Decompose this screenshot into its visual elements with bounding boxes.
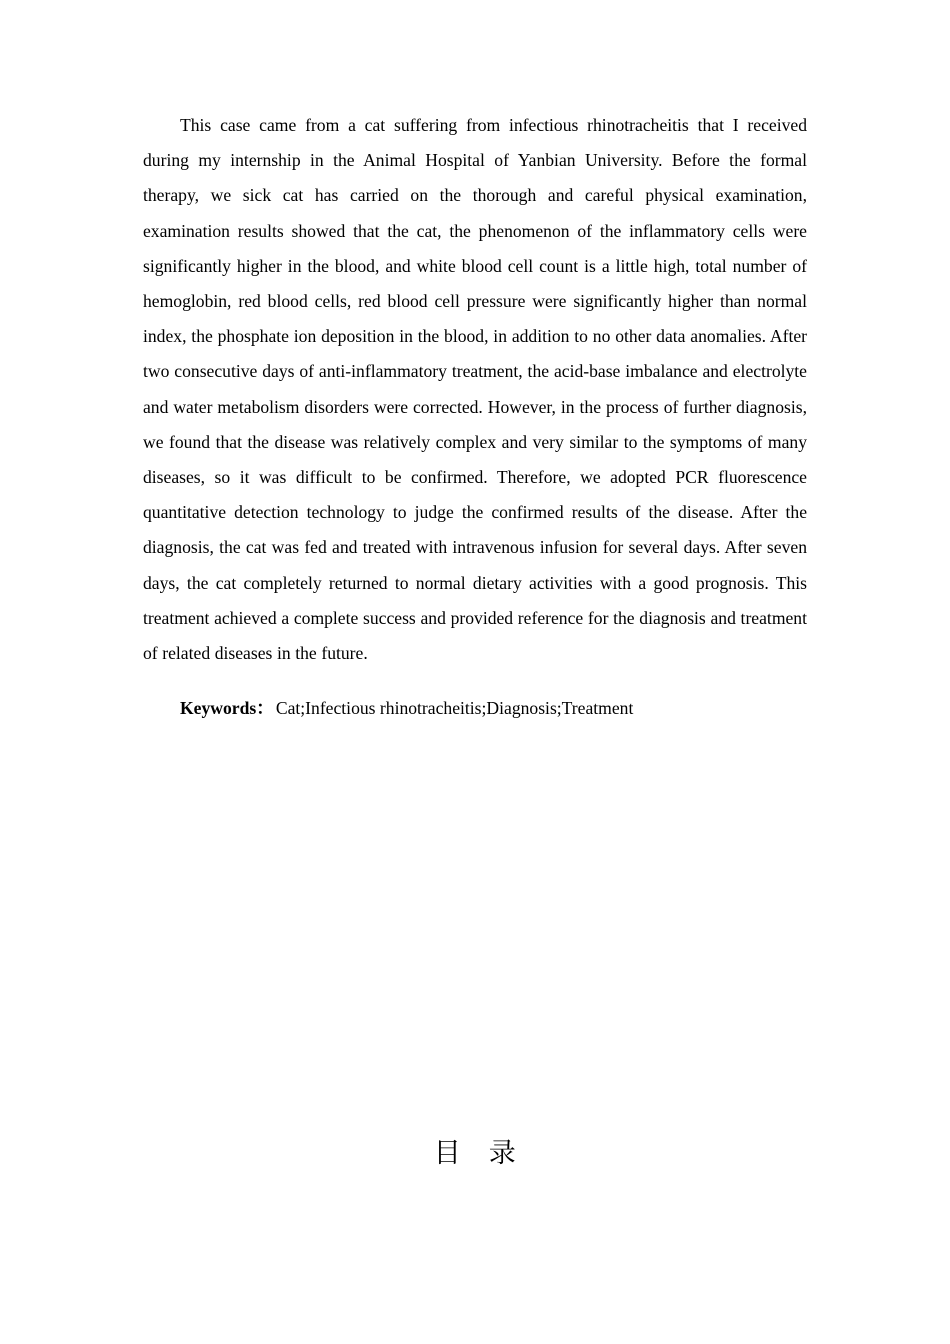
keywords-separator: ： <box>256 698 274 719</box>
table-of-contents-heading: 目 录 <box>433 1138 517 1169</box>
keywords-line <box>143 671 807 726</box>
keywords-value: Cat;Infectious rhinotracheitis;Diagnosis;Treatment <box>275 698 634 719</box>
keywords-label: Keywords <box>180 698 257 719</box>
abstract-text-column <box>143 108 807 726</box>
abstract-body-paragraph: This case came from a cat suffering from infectious rhinotracheitis that I received during my internship in the Animal Hospital of Yanbian University. Before the formal therapy, we sick cat has carried on the thorough and careful physical examination, examination results showed that the cat, the phenomenon of the inflammatory cells were significantly higher in the blood, and white blood cell count is a little high, total number of hemoglobin, red blood cells, red blood cell pressure were significantly higher than normal index, the phosphate ion deposition in the blood, in addition to no other data anomalies. After two consecutive days of anti-inflammatory treatment, the acid-base imbalance and electrolyte and water metabolism disorders were corrected. However, in the process of further diagnosis, we found that the disease was relatively complex and very similar to the symptoms of many diseases, so it was difficult to be confirmed. Therefore, we adopted PCR fluorescence quantitative detection technology to judge the confirmed results of the disease. After the diagnosis, the cat was fed and treated with intravenous infusion for several days. After seven days, the cat completely returned to normal dietary activities with a good prognosis. This treatment achieved a complete success and provided reference for the diagnosis and treatment of related diseases in the future. <box>143 115 807 664</box>
